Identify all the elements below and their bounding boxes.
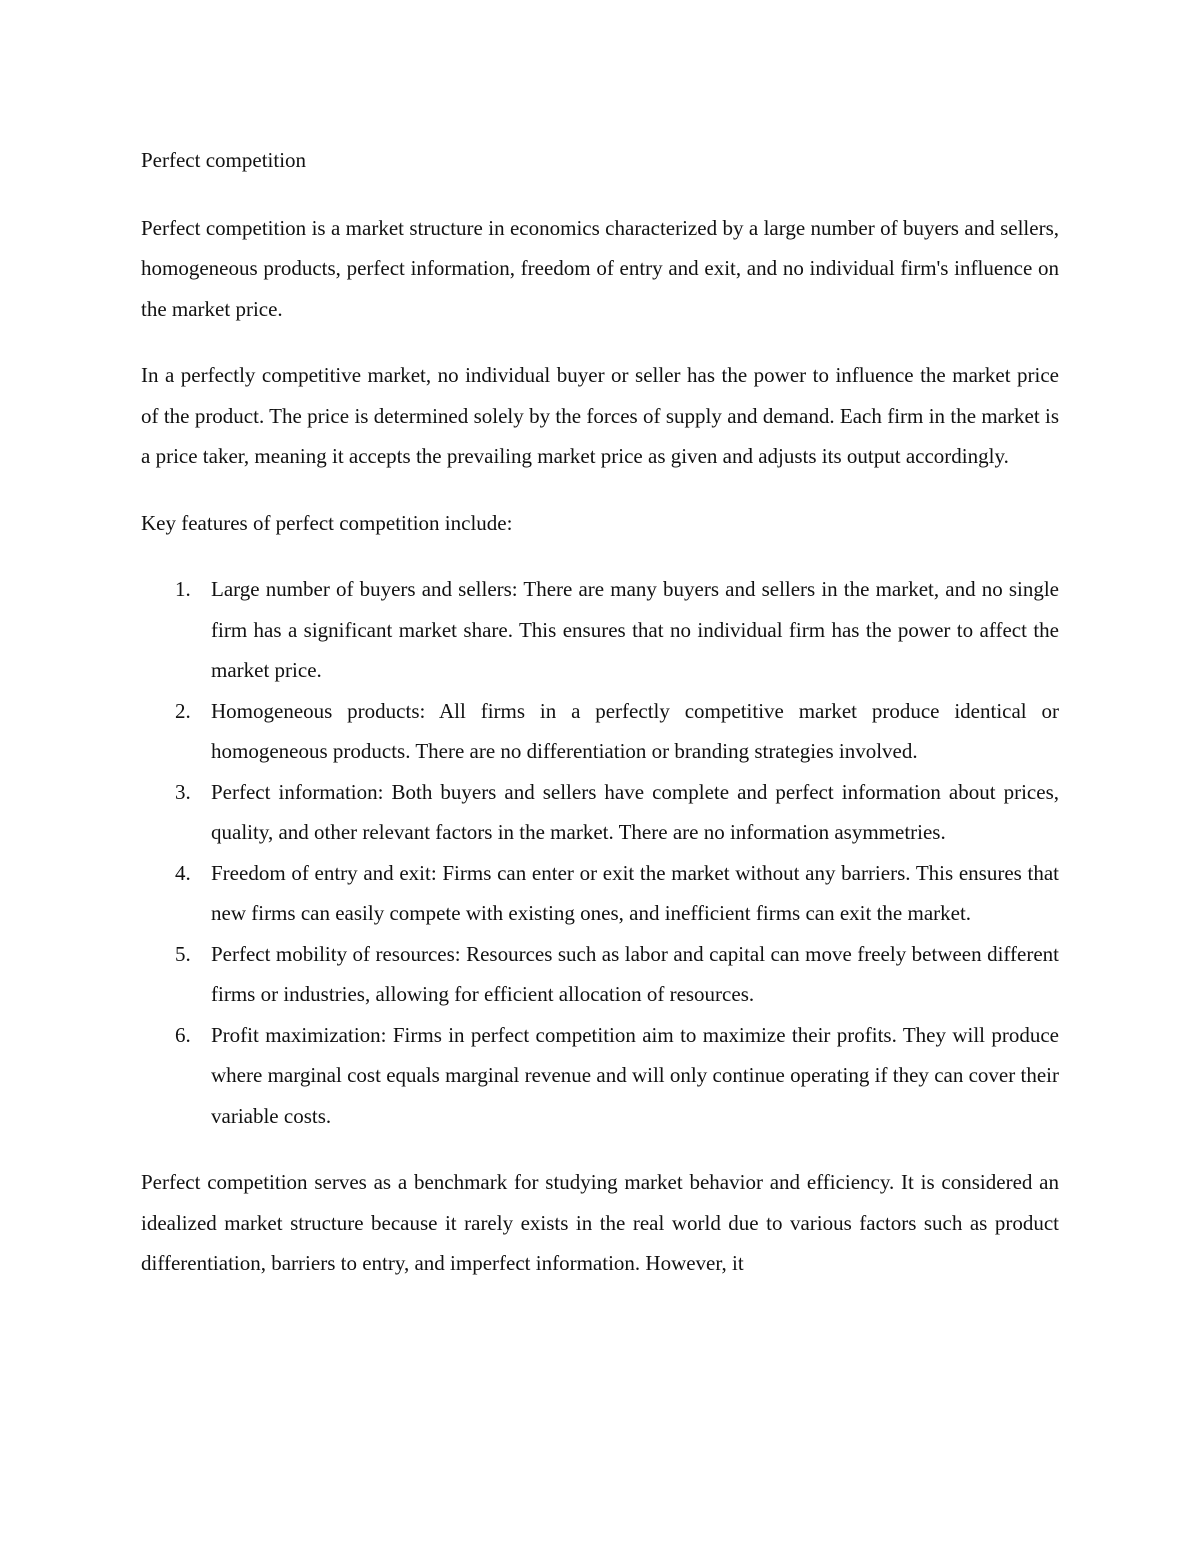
- document-title: Perfect competition: [141, 148, 307, 172]
- market-paragraph: In a perfectly competitive market, no individual buyer or seller has the power to influence the market price of the product. The price is determined solely by the forces of supply and demand. Each firm in the market is a price taker, meaning it accepts the prevailing market price as given and adjusts its output accordingly.: [141, 363, 1059, 468]
- list-number: 4.: [175, 860, 191, 885]
- list-item-text: Perfect mobility of resources: Resources such as labor and capital can move freely between different firms or industries, allowing for efficient allocation of resources.: [211, 941, 1059, 1006]
- closing-paragraph: Perfect competition serves as a benchmark for studying market behavior and efficiency. It is considered an idealized market structure because it rarely exists in the real world due to various factors such as product differentiation, barriers to entry, and imperfect information. However, it: [141, 1170, 1059, 1275]
- list-number: 6.: [175, 1022, 191, 1047]
- features-list: [141, 569, 1059, 1136]
- list-item-text: Profit maximization: Firms in perfect competition aim to maximize their profits. They will produce where marginal cost equals marginal revenue and will only continue operating if they can cover their variable costs.: [211, 1022, 1059, 1128]
- document-page: [141, 140, 1059, 1310]
- list-number: 5.: [175, 941, 191, 966]
- list-number: 1.: [175, 577, 191, 601]
- list-item: [141, 934, 1059, 1015]
- list-item: [141, 853, 1059, 934]
- list-item: [141, 1015, 1059, 1137]
- features-intro: Key features of perfect competition include:: [141, 510, 513, 535]
- list-item-text: Homogeneous products: All firms in a perfectly competitive market produce identical or homogeneous products. There are no differentiation or branding strategies involved.: [211, 698, 1059, 763]
- list-item-text: Freedom of entry and exit: Firms can enter or exit the market without any barriers. This ensures that new firms can easily compete with existing ones, and inefficient firms can exit the market.: [211, 860, 1059, 925]
- list-number: 3.: [175, 779, 191, 804]
- list-item-text: Large number of buyers and sellers: There are many buyers and sellers in the market, and no single firm has a significant market share. This ensures that no individual firm has the power to affect the market price.: [211, 577, 1059, 682]
- intro-paragraph: Perfect competition is a market structure in economics characterized by a large number of buyers and sellers, homogeneous products, perfect information, freedom of entry and exit, and no individual firm's influence on the market price.: [141, 215, 1059, 321]
- list-item-text: Perfect information: Both buyers and sellers have complete and perfect information about prices, quality, and other relevant factors in the market. There are no information asymmetries.: [211, 779, 1059, 844]
- list-item: [141, 569, 1059, 691]
- list-item: [141, 691, 1059, 772]
- list-item: [141, 772, 1059, 853]
- list-number: 2.: [175, 698, 191, 723]
